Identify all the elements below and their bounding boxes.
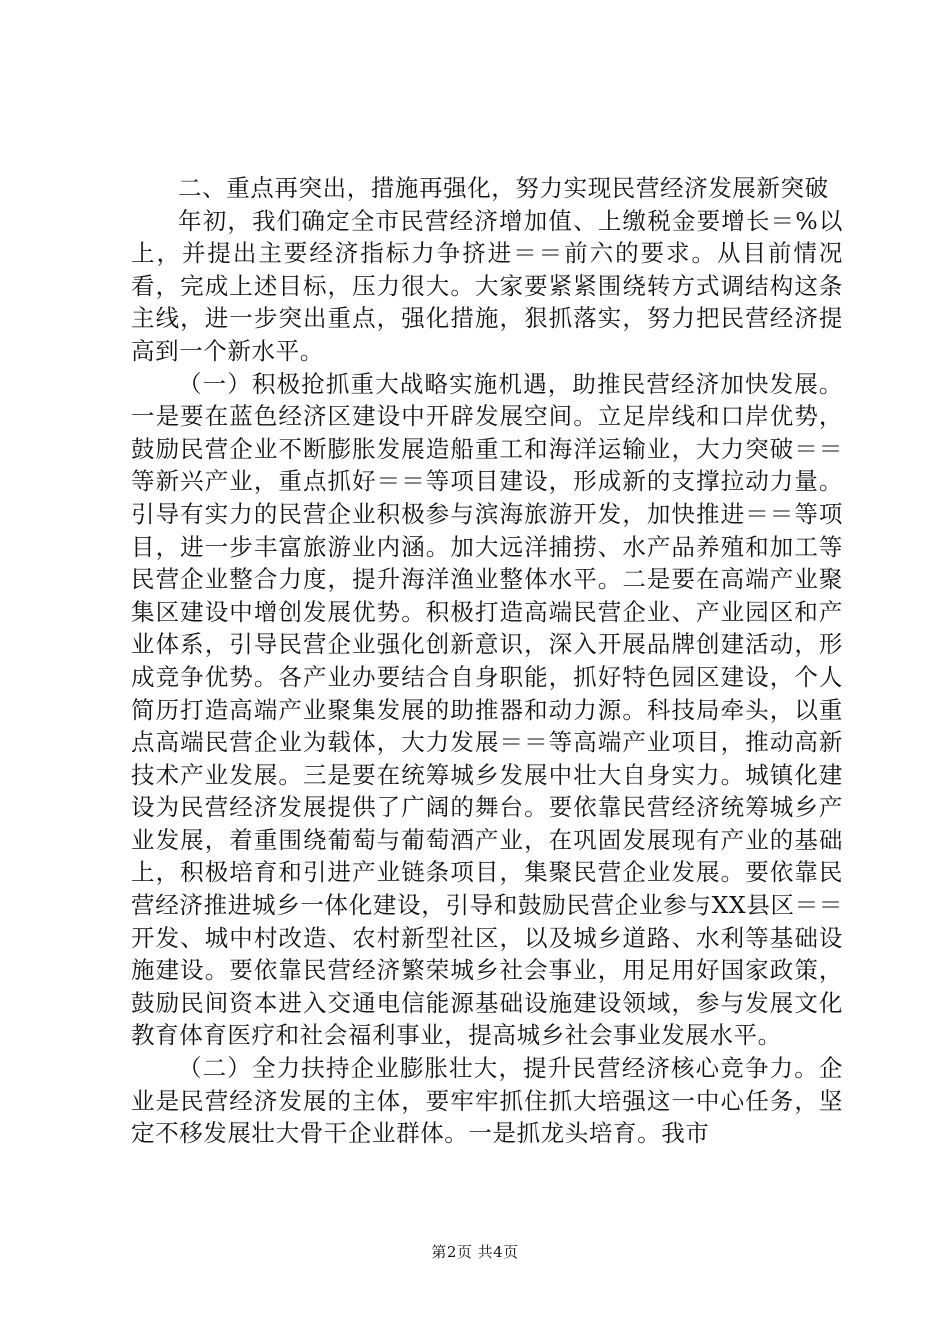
paragraph-part-two: （二）全力扶持企业膨胀壮大，提升民营经济核心竞争力。企业是民营经济发展的主体，要牢牢抓住抓大培强这一中心任务，坚定不移发展壮大骨干企业群体。一是抓龙头培育。我市 <box>131 1054 843 1148</box>
paragraph-intro: 年初，我们确定全市民营经济增加值、上缴税金要增长＝%以上，并提出主要经济指标力争挤进＝＝前六的要求。从目前情况看，完成上述目标，压力很大。大家要紧紧围绕转方式调结构这条主线，进一步突出重点，强化措施，狠抓落实，努力把民营经济提高到一个新水平。 <box>131 206 843 365</box>
section-heading: 二、重点再突出，措施再强化，努力实现民营经济发展新突破 <box>178 174 829 202</box>
page-footer: 第2页 共4页 <box>431 1243 519 1261</box>
document-body <box>131 172 843 1150</box>
paragraph-part-one: （一）积极抢抓重大战略实施机遇，助推民营经济加快发展。一是要在蓝色经济区建设中开辟发展空间。立足岸线和口岸优势，鼓励民营企业不断膨胀发展造船重工和海洋运输业，大力突破＝＝等新兴产业，重点抓好＝＝等项目建设，形成新的支撑拉动力量。引导有实力的民营企业积极参与滨海旅游开发，加快推进＝＝等项目，进一步丰富旅游业内涵。加大远洋捕捞、水产品养殖和加工等民营企业整合力度，提升海洋渔业整体水平。二是要在高端产业聚集区建设中增创发展优势。积极打造高端民营企业、产业园区和产业体系，引导民营企业强化创新意识，深入开展品牌创建活动，形成竞争优势。各产业办要结合自身职能，抓好特色园区建设，个人简历打造高端产业聚集发展的助推器和动力源。科技局牵头，以重点高端民营企业为载体，大力发展＝＝等高端产业项目，推动高新技术产业发展。三是要在统筹城乡发展中壮大自身实力。城镇化建设为民营经济发展提供了广阔的舞台。要依靠民营经济统筹城乡产业发展，着重围绕葡萄与葡萄酒产业，在巩固发展现有产业的基础上，积极培育和引进产业链条项目，集聚民营企业发展。要依靠民营经济推进城乡一体化建设，引导和鼓励民营企业参与XX县区＝＝开发、城中村改造、农村新型社区，以及城乡道路、水利等基础设施建设。要依靠民营经济繁荣城乡社会事业，用足用好国家政策，鼓励民间资本进入交通电信能源基础设施建设领域，参与发展文化教育体育医疗和社会福利事业，提高城乡社会事业发展水平。 <box>131 369 843 1050</box>
